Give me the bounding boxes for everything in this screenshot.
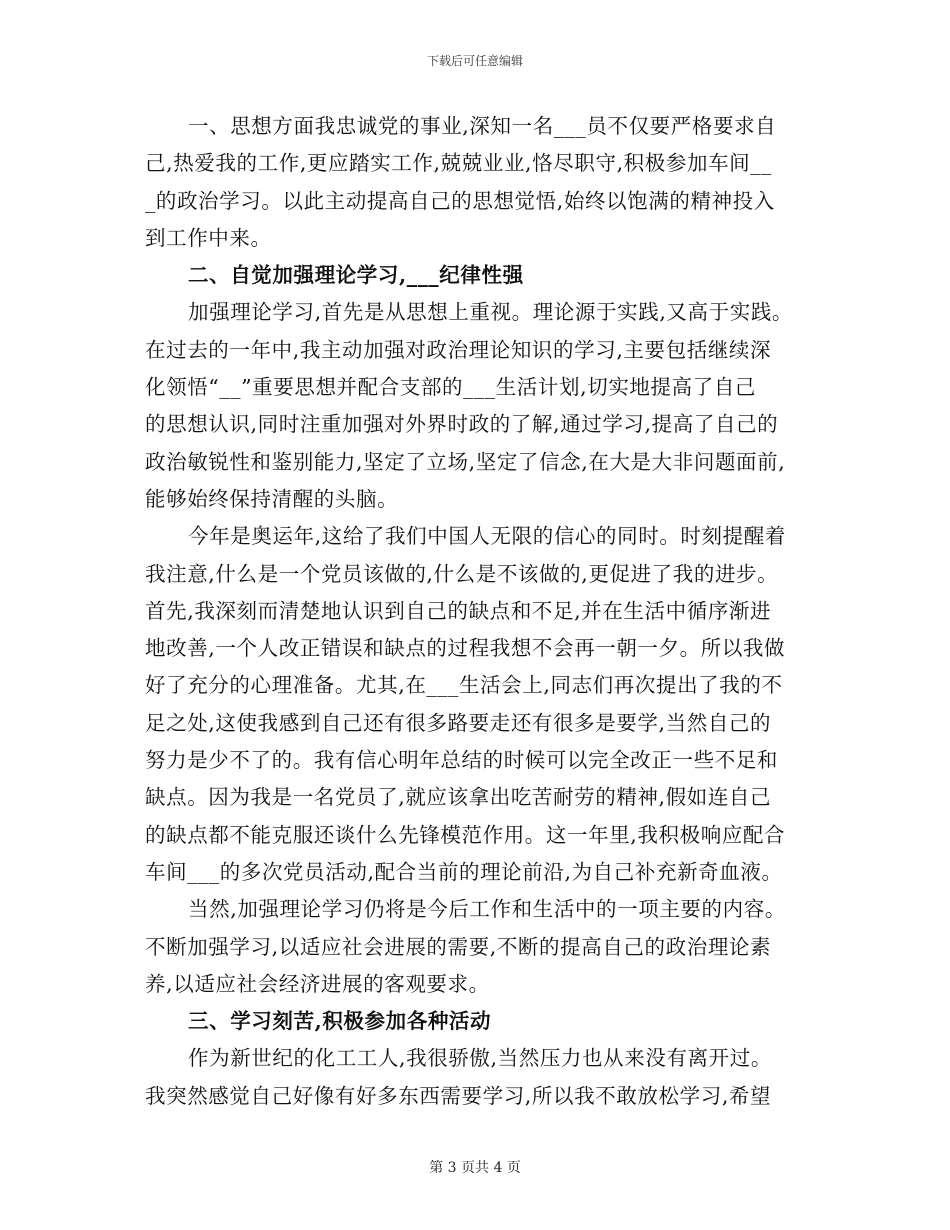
text-line: 车间___的多次党员活动,配合当前的理论前沿,为自己补充新奇血液。 (145, 859, 783, 884)
text-line: 作为新世纪的化工工人,我很骄傲,当然压力也从来没有离开过。 (188, 1046, 772, 1071)
text-line: 努力是少不了的。我有信心明年总结的时候可以完全改正一些不足和 (145, 748, 778, 773)
text-line: 能够始终保持清醒的头脑。 (145, 486, 399, 511)
text-line: 一、思想方面我忠诚党的事业,深知一名___员不仅要严格要求自 (188, 114, 777, 138)
text-line: 首先,我深刻而清楚地认识到自己的缺点和不足,并在生活中循序渐进 (145, 598, 772, 623)
text-line: 的思想认识,同时注重加强对外界时政的了解,通过学习,提高了自己的 (145, 412, 779, 437)
document-body (145, 108, 807, 1115)
section-heading: 三、学习刻苦,积极参加各种活动 (188, 1009, 492, 1034)
text-line: 缺点。因为我是一名党员了,就应该拿出吃苦耐劳的精神,假如连自己 (145, 785, 772, 810)
text-line: _的政治学习。以此主动提高自己的思想觉悟,始终以饱满的精神投入 (145, 188, 775, 213)
page-footer: 第 3 页共 4 页 (429, 1160, 521, 1176)
text-line: 化领悟“__”重要思想并配合支部的___生活计划,切实地提高了自己 (145, 375, 757, 400)
section-heading: 二、自觉加强理论学习,___纪律性强 (188, 263, 524, 288)
text-line: 加强理论学习,首先是从思想上重视。理论源于实践,又高于实践。 (188, 300, 794, 325)
text-line: 我注意,什么是一个党员该做的,什么是不该做的,更促进了我的进步。 (145, 561, 779, 586)
text-line: 今年是奥运年,这给了我们中国人无限的信心的同时。时刻提醒着 (188, 524, 786, 549)
text-line: 的缺点都不能克服还谈什么先锋模范作用。这一年里,我积极响应配合 (145, 822, 786, 847)
text-line: 当然,加强理论学习仍将是今后工作和生活中的一项主要的内容。 (188, 897, 786, 922)
text-line: 我突然感觉自己好像有好多东西需要学习,所以我不敢放松学习,希望 (145, 1083, 772, 1108)
text-line: 在过去的一年中,我主动加强对政治理论知识的学习,主要包括继续深 (145, 337, 772, 362)
text-line: 足之处,这使我感到自己还有很多路要走还有很多是要学,当然自己的 (145, 710, 772, 735)
text-line: 政治敏锐性和鉴别能力,坚定了立场,坚定了信念,在大是大非问题面前, (145, 449, 786, 474)
text-line: 己,热爱我的工作,更应踏实工作,兢兢业业,恪尽职守,积极参加车间__ (145, 151, 772, 176)
text-line: 好了充分的心理准备。尤其,在___生活会上,同志们再次提出了我的不 (145, 673, 783, 698)
text-line: 地改善,一个人改正错误和缺点的过程我想不会再一朝一夕。所以我做 (145, 636, 786, 661)
text-line: 不断加强学习,以适应社会进展的需要,不断的提高自己的政治理论素 (145, 934, 772, 959)
page-header: 下载后可任意编辑 (426, 54, 523, 68)
text-line: 到工作中来。 (145, 225, 272, 250)
text-line: 养,以适应社会经济进展的客观要求。 (145, 971, 490, 996)
